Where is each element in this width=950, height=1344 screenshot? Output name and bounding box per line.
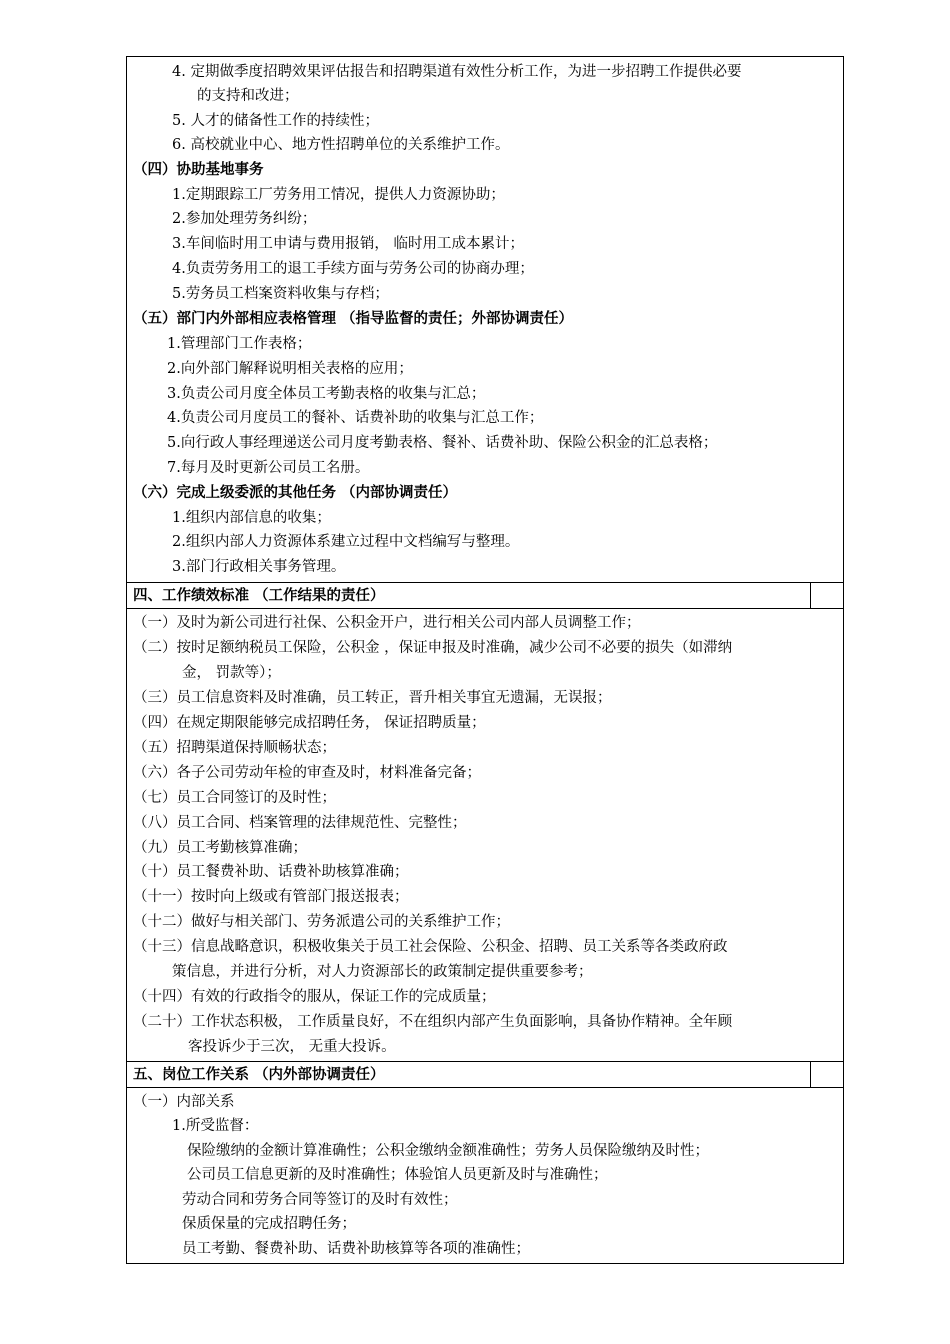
section-title: 四、工作绩效标准 （工作结果的责任） bbox=[133, 587, 385, 604]
criteria-line: 金， 罚款等）； bbox=[182, 665, 281, 681]
section-title: 五、岗位工作关系 （内外部协调责任） bbox=[133, 1066, 385, 1083]
criteria-line: （十三）信息战略意识，积极收集关于员工社会保险、公积金、招聘、员工关系等各类政府政 bbox=[133, 939, 728, 955]
section4-body bbox=[126, 608, 844, 1062]
text-line: 1.定期跟踪工厂劳务用工情况，提供人力资源协助； bbox=[172, 187, 505, 203]
text-line: 2.参加处理劳务纠纷； bbox=[172, 211, 317, 227]
criteria-line: （八）员工合同、档案管理的法律规范性、完整性； bbox=[133, 815, 467, 831]
text-line: 4.负责劳务用工的退工手续方面与劳务公司的协商办理； bbox=[172, 261, 534, 277]
text-line: 5.向行政人事经理递送公司月度考勤表格、餐补、话费补助、保险公积金的汇总表格； bbox=[167, 435, 718, 451]
text-line: 1.组织内部信息的收集； bbox=[172, 510, 331, 526]
relation-line: （一）内部关系 bbox=[133, 1094, 235, 1110]
text-line: 1.管理部门工作表格； bbox=[167, 336, 312, 352]
criteria-line: （四）在规定期限能够完成招聘任务， 保证招聘质量； bbox=[133, 715, 486, 731]
text-line: 4.负责公司月度员工的餐补、话费补助的收集与汇总工作； bbox=[167, 410, 544, 426]
subsection-heading: （五）部门内外部相应表格管理 （指导监督的责任；外部协调责任） bbox=[133, 310, 574, 327]
relation-line: 劳动合同和劳务合同等签订的及时有效性； bbox=[182, 1192, 458, 1208]
text-line: 7.每月及时更新公司员工名册。 bbox=[167, 460, 370, 476]
relation-line: 公司员工信息更新的及时准确性；体验馆人员更新及时与准确性； bbox=[187, 1167, 608, 1183]
criteria-line: （一）及时为新公司进行社保、公积金开户，进行相关公司内部人员调整工作； bbox=[133, 615, 641, 631]
text-line: 4. 定期做季度招聘效果评估报告和招聘渠道有效性分析工作，为进一步招聘工作提供必要 bbox=[172, 64, 742, 80]
section4-header bbox=[126, 582, 844, 609]
text-line: 2.向外部门解释说明相关表格的应用； bbox=[167, 361, 413, 377]
criteria-line: （五）招聘渠道保持顺畅状态； bbox=[133, 740, 336, 756]
responsibilities-box bbox=[126, 56, 844, 583]
header-divider bbox=[810, 583, 811, 608]
criteria-line: （十一）按时向上级或有管部门报送报表； bbox=[133, 889, 409, 905]
criteria-line: （七）员工合同签订的及时性； bbox=[133, 790, 336, 806]
criteria-line: （十四）有效的行政指令的服从，保证工作的完成质量； bbox=[133, 989, 496, 1005]
relation-line: 保险缴纳的金额计算准确性；公积金缴纳金额准确性；劳务人员保险缴纳及时性； bbox=[187, 1143, 709, 1159]
text-line: 5.劳务员工档案资料收集与存档； bbox=[172, 286, 389, 302]
text-line: 6. 高校就业中心、地方性招聘单位的关系维护工作。 bbox=[172, 137, 510, 153]
text-line: 3.部门行政相关事务管理。 bbox=[172, 559, 346, 575]
criteria-line: （六）各子公司劳动年检的审查及时，材料准备完备； bbox=[133, 765, 481, 781]
relation-line: 员工考勤、餐费补助、话费补助核算等各项的准确性； bbox=[182, 1241, 530, 1257]
relation-line: 1.所受监督： bbox=[172, 1118, 259, 1134]
subsection-heading: （六）完成上级委派的其他任务 （内部协调责任） bbox=[133, 484, 458, 501]
criteria-line: （三）员工信息资料及时准确，员工转正，晋升相关事宜无遗漏，无误报； bbox=[133, 690, 612, 706]
text-line: 3.负责公司月度全体员工考勤表格的收集与汇总； bbox=[167, 386, 486, 402]
criteria-line: （十二）做好与相关部门、劳务派遣公司的关系维护工作； bbox=[133, 914, 510, 930]
criteria-line: （十）员工餐费补助、话费补助核算准确； bbox=[133, 864, 409, 880]
text-line: 2.组织内部人力资源体系建立过程中文档编写与整理。 bbox=[172, 534, 520, 550]
criteria-line: （九）员工考勤核算准确； bbox=[133, 840, 307, 856]
subsection-heading: （四）协助基地事务 bbox=[133, 161, 264, 178]
criteria-line: （二十）工作状态积极， 工作质量良好，不在组织内部产生负面影响，具备协作精神。全年顾 bbox=[133, 1014, 733, 1030]
criteria-line: （二）按时足额纳税员工保险，公积金 ，保证申报及时准确，减少公司不必要的损失（如滞纳 bbox=[133, 640, 733, 656]
text-line: 3.车间临时用工申请与费用报销， 临时用工成本累计； bbox=[172, 236, 524, 252]
section5-body bbox=[126, 1087, 844, 1264]
relation-line: 保质保量的完成招聘任务； bbox=[182, 1216, 356, 1232]
section5-header bbox=[126, 1061, 844, 1088]
text-line: 的支持和改进； bbox=[197, 88, 299, 104]
text-line: 5. 人才的储备性工作的持续性； bbox=[172, 113, 379, 129]
criteria-line: 策信息，并进行分析，对人力资源部长的政策制定提供重要参考； bbox=[172, 964, 593, 980]
header-divider bbox=[810, 1062, 811, 1087]
criteria-line: 客投诉少于三次， 无重大投诉。 bbox=[188, 1039, 396, 1055]
